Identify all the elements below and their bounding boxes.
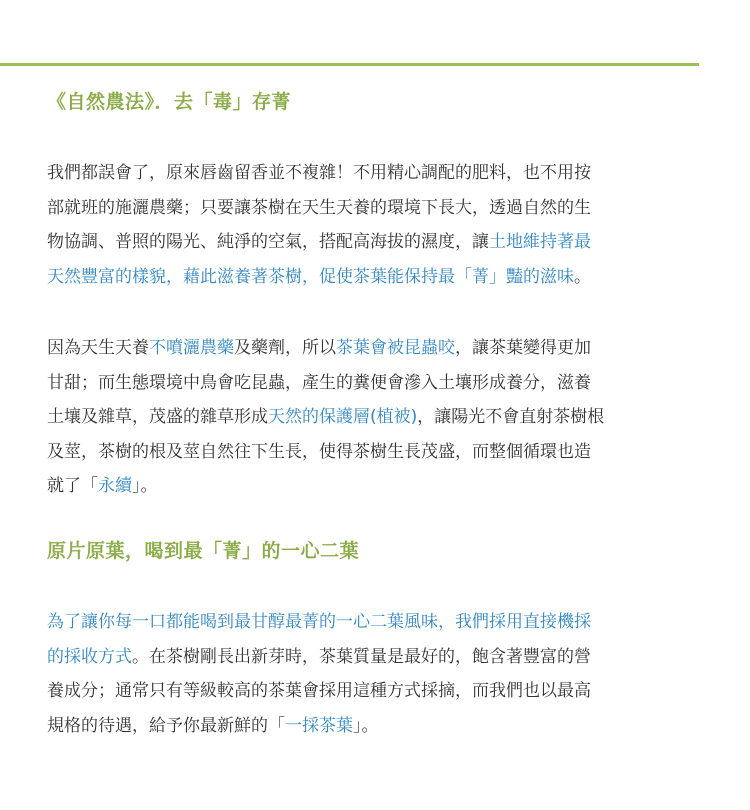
paragraph-ecosystem-cycle [47, 331, 707, 504]
text-line [47, 640, 707, 675]
text-segment: 部就班的施灑農藥；只要讓茶樹在天生天養的環境下長大，透過自然的生 [47, 197, 591, 218]
highlight-text: 茶葉會被昆蟲咬 [336, 338, 455, 358]
text-segment: 及藥劑，所以 [234, 338, 336, 358]
section-heading-whole-leaf: 原片原葉，喝到最「菁」的一心二葉 [47, 540, 360, 562]
text-segment: 我們都誤會了，原來唇齒留香並不複雜！不用精心調配的肥料，也不用按 [47, 163, 591, 183]
text-segment: 土壤及雜草，茂盛的雜草形成 [47, 407, 268, 427]
text-line [47, 225, 707, 260]
section-heading-natural-farming: 《自然農法》．去「毒」存菁 [47, 91, 292, 113]
highlight-text: 為了讓你每一口都能喝到最甘醇最菁的一心二葉風味，我們採用直接機採 [47, 612, 591, 632]
text-segment: 。在茶樹剛長出新芽時，茶葉質量是最好的，飽含著豐富的營 [132, 646, 591, 667]
text-line [47, 400, 707, 435]
text-segment: 甘甜；而生態環境中鳥會吃昆蟲，產生的糞便會滲入土壤形成養分，滋養 [47, 372, 591, 393]
text-line [47, 331, 707, 366]
text-segment: 。 [574, 266, 591, 287]
highlight-text: 的採收方式 [47, 646, 132, 667]
highlight-text: 一採茶葉 [285, 715, 353, 736]
paragraph-natural-farming-intro [47, 156, 707, 294]
text-segment: ，讓茶葉變得更加 [455, 338, 591, 358]
text-segment: 」。 [353, 715, 379, 736]
text-line [47, 709, 707, 744]
highlight-text: 天然的保護層(植被) [268, 407, 418, 427]
text-segment: ，讓陽光不會直射茶樹根 [417, 407, 605, 427]
text-line [47, 469, 707, 504]
text-segment: 養成分；通常只有等級較高的茶葉會採用這種方式採摘，而我們也以最高 [47, 681, 591, 701]
highlight-text: 天然豐富的樣貌，藉此滋養著茶樹，促使茶葉能保持最「菁」豔的滋味 [47, 266, 574, 287]
text-line [47, 191, 707, 226]
text-line [47, 156, 707, 191]
top-divider [0, 63, 699, 66]
text-line [47, 674, 707, 709]
text-line [47, 366, 707, 401]
highlight-text: 永續 [98, 476, 132, 496]
text-segment: 及莖，茶樹的根及莖自然往下生長，使得茶樹生長茂盛，而整個循環也造 [47, 441, 591, 462]
text-segment: 物協調、普照的陽光、純淨的空氣，搭配高海拔的濕度，讓 [47, 232, 489, 252]
highlight-text: 土地維持著最 [489, 232, 591, 252]
text-line [47, 605, 707, 640]
text-segment: 」。 [132, 476, 158, 496]
text-line [47, 260, 707, 295]
text-segment: 就了「 [47, 476, 98, 496]
text-line [47, 435, 707, 470]
highlight-text: 不噴灑農藥 [149, 338, 234, 358]
text-segment: 規格的待遇，給予你最新鮮的「 [47, 715, 285, 736]
paragraph-harvest-method [47, 605, 707, 743]
text-segment: 因為天生天養 [47, 338, 149, 358]
